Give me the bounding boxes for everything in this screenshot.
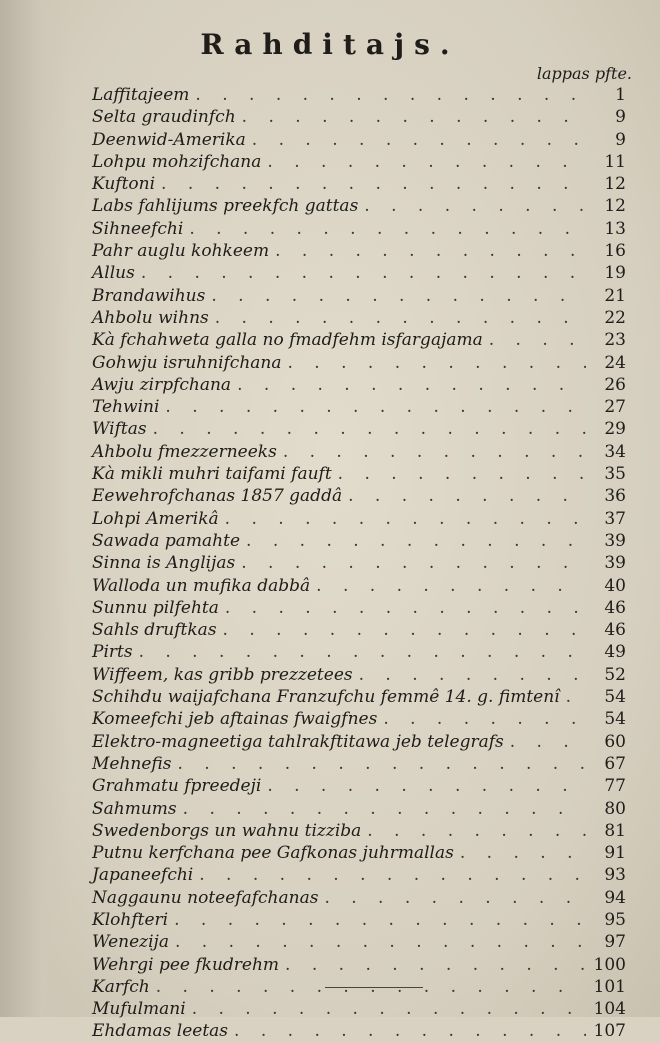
toc-leader-dots <box>225 508 586 530</box>
toc-entry <box>92 106 626 128</box>
toc-entry-page-number: 107 <box>593 1021 626 1042</box>
toc-entry <box>92 352 626 374</box>
toc-entry <box>92 909 626 931</box>
toc-entry <box>92 820 626 842</box>
toc-leader-dots <box>199 864 586 886</box>
toc-entry <box>92 485 626 507</box>
toc-entry-page-number: 60 <box>604 731 626 752</box>
toc-entry-label: Mehnefis <box>92 753 172 774</box>
toc-leader-dots <box>241 552 586 574</box>
toc-leader-dots <box>189 218 586 240</box>
toc-leader-dots <box>285 954 586 976</box>
toc-leader-dots <box>566 686 586 708</box>
toc-leader-dots <box>153 418 586 440</box>
toc-entry <box>92 463 626 485</box>
toc-leader-dots <box>324 887 586 909</box>
toc-entry <box>92 240 626 262</box>
toc-entry-page-number: 81 <box>604 820 626 841</box>
toc-entry-label: Allus <box>92 263 135 284</box>
toc-leader-dots <box>489 329 586 351</box>
toc-leader-dots <box>364 195 586 217</box>
toc-leader-dots <box>283 441 586 463</box>
toc-leader-dots <box>225 597 586 619</box>
toc-leader-dots <box>165 396 586 418</box>
toc-entry <box>92 775 626 797</box>
toc-leader-dots <box>367 820 586 842</box>
toc-entry <box>92 441 626 463</box>
toc-entry-label: Kà fchahweta galla no fmadfehm isfargajama <box>92 330 483 351</box>
toc-entry-page-number: 24 <box>604 352 626 373</box>
toc-entry <box>92 954 626 976</box>
toc-entry-label: Ahbolu wihns <box>92 307 209 328</box>
toc-entry-page-number: 94 <box>604 887 626 908</box>
toc-entry <box>92 708 626 730</box>
toc-leader-dots <box>237 374 586 396</box>
toc-entry-page-number: 11 <box>604 151 626 172</box>
toc-entry-label: Japaneefchi <box>92 865 194 886</box>
toc-entry-page-number: 80 <box>604 798 626 819</box>
toc-entry-label: Lohpu mohzifchana <box>92 151 262 172</box>
toc-entry-label: Sunnu pilfehta <box>92 597 219 618</box>
toc-leader-dots <box>267 775 586 797</box>
page-title: Rahditajs. <box>200 28 460 61</box>
toc-entry <box>92 731 626 753</box>
toc-entry-page-number: 27 <box>604 397 626 418</box>
toc-entry <box>92 508 626 530</box>
toc-entry-page-number: 54 <box>604 709 626 730</box>
toc-entry-page-number: 39 <box>604 553 626 574</box>
toc-entry-page-number: 34 <box>604 441 626 462</box>
toc-leader-dots <box>252 129 586 151</box>
toc-entry-label: Tehwini <box>92 397 160 418</box>
toc-entry <box>92 619 626 641</box>
toc-entry-label: Deenwid-Amerika <box>92 129 246 150</box>
toc-entry <box>92 1020 626 1042</box>
toc-entry-label: Sahmums <box>92 798 177 819</box>
toc-entry <box>92 329 626 351</box>
toc-entry-label: Gohwju isruhnifchana <box>92 352 282 373</box>
toc-entry-label: Naggaunu noteefafchanas <box>92 887 319 908</box>
toc-leader-dots <box>195 84 586 106</box>
toc-entry <box>92 307 626 329</box>
toc-entry <box>92 173 626 195</box>
toc-entry <box>92 129 626 151</box>
toc-leader-dots <box>223 619 586 641</box>
toc-entry-label: Pahr auglu kohkeem <box>92 241 270 262</box>
toc-entry-page-number: 37 <box>604 508 626 529</box>
toc-leader-dots <box>242 106 586 128</box>
toc-entry-label: Sinna is Anglijas <box>92 553 236 574</box>
toc-leader-dots <box>192 998 586 1020</box>
toc-entry-label: Ahbolu fmezzerneeks <box>92 441 277 462</box>
toc-entry-page-number: 54 <box>604 687 626 708</box>
toc-leader-dots <box>510 731 586 753</box>
toc-leader-dots <box>139 641 586 663</box>
toc-leader-dots <box>178 753 587 775</box>
toc-entry <box>92 664 626 686</box>
toc-entry-page-number: 95 <box>604 909 626 930</box>
toc-entry-label: Lohpi Amerikâ <box>92 508 219 529</box>
toc-entry-label: Awju zirpfchana <box>92 374 232 395</box>
toc-entry <box>92 84 626 106</box>
toc-entry-label: Kà mikli muhri taifami fauft <box>92 464 332 485</box>
toc-entry-page-number: 52 <box>604 664 626 685</box>
toc-entry-page-number: 16 <box>604 241 626 262</box>
bottom-divider <box>325 987 423 988</box>
toc-leader-dots <box>234 1020 586 1042</box>
toc-entry <box>92 864 626 886</box>
toc-entry-page-number: 23 <box>604 330 626 351</box>
toc-entry-page-number: 104 <box>593 999 626 1020</box>
toc-entry <box>92 686 626 708</box>
toc-entry-label: Grahmatu fpreedeji <box>92 776 262 797</box>
toc-entry-label: Schihdu waijafchana Franzufchu femmê 14. g. fimtenî <box>92 687 560 708</box>
toc-entry-page-number: 67 <box>604 753 626 774</box>
toc-entry-page-number: 35 <box>604 464 626 485</box>
toc-leader-dots <box>161 173 586 195</box>
toc-entry-label: Elektro-magneetiga tahlrakftitawa jeb telegrafs <box>92 731 504 752</box>
toc-entry-label: Mufulmani <box>92 999 186 1020</box>
toc-entry <box>92 998 626 1020</box>
toc-entry-label: Putnu kerfchana pee Gafkonas juhrmallas <box>92 843 454 864</box>
toc-entry <box>92 931 626 953</box>
toc-entry-page-number: 39 <box>604 530 626 551</box>
toc-leader-dots <box>338 463 586 485</box>
toc-entry <box>92 262 626 284</box>
toc-entry <box>92 575 626 597</box>
toc-entry <box>92 597 626 619</box>
toc-leader-dots <box>211 285 586 307</box>
toc-entry-page-number: 12 <box>604 196 626 217</box>
page-spine-shadow <box>0 0 70 1017</box>
toc-leader-dots <box>141 262 586 284</box>
toc-entry-page-number: 26 <box>604 374 626 395</box>
toc-entry-page-number: 100 <box>593 954 626 975</box>
toc-entry-label: Swedenborgs un wahnu tizziba <box>92 820 362 841</box>
toc-entry-label: Karfch <box>92 976 150 997</box>
toc-entry-label: Ehdamas leetas <box>92 1021 229 1042</box>
toc-entry-page-number: 77 <box>604 776 626 797</box>
toc-leader-dots <box>267 151 586 173</box>
toc-entry <box>92 887 626 909</box>
toc-entry <box>92 552 626 574</box>
toc-entry <box>92 218 626 240</box>
toc-entry-label: Wehrgi pee fkudrehm <box>92 954 280 975</box>
toc-leader-dots <box>183 798 586 820</box>
toc-entry-label: Laffitajeem <box>92 85 190 105</box>
toc-entry-page-number: 46 <box>604 620 626 641</box>
toc-leader-dots <box>175 931 586 953</box>
toc-leader-dots <box>383 708 586 730</box>
toc-entry-label: Wiftas <box>92 419 147 440</box>
toc-entry-page-number: 93 <box>604 865 626 886</box>
toc-entry-page-number: 13 <box>604 218 626 239</box>
toc-entry-label: Sihneefchi <box>92 218 184 239</box>
toc-entry-page-number: 97 <box>604 932 626 953</box>
toc-entry <box>92 641 626 663</box>
toc-leader-dots <box>275 240 586 262</box>
toc-leader-dots <box>348 485 586 507</box>
toc-leader-dots <box>359 664 586 686</box>
toc-entry <box>92 374 626 396</box>
toc-leader-dots <box>215 307 586 329</box>
toc-entry-page-number: 21 <box>604 285 626 306</box>
toc-entry-label: Walloda un mufika dabbâ <box>92 575 311 596</box>
toc-leader-dots <box>316 575 586 597</box>
toc-leader-dots <box>288 352 587 374</box>
toc-entry-page-number: 40 <box>604 575 626 596</box>
toc-entry-page-number: 46 <box>604 597 626 618</box>
toc-entry-page-number: 9 <box>615 107 626 128</box>
toc-entry <box>92 753 626 775</box>
toc-entry <box>92 396 626 418</box>
toc-entry-page-number: 9 <box>615 129 626 150</box>
toc-entry-page-number: 91 <box>604 843 626 864</box>
toc-entry-page-number: 12 <box>604 174 626 195</box>
toc-entry-label: Brandawihus <box>92 285 206 306</box>
toc-entry <box>92 418 626 440</box>
toc-entry <box>92 530 626 552</box>
toc-entry <box>92 195 626 217</box>
toc-entry-page-number: 36 <box>604 486 626 507</box>
toc-leader-dots <box>174 909 586 931</box>
toc-entry-label: Komeefchi jeb aftainas fwaigfnes <box>92 709 378 730</box>
toc-entry-label: Wiffeem, kas gribb prezzetees <box>92 664 353 685</box>
toc-entry-page-number: 22 <box>604 307 626 328</box>
toc-entry-label: Selta graudinfch <box>92 107 236 128</box>
toc-entry-page-number: 49 <box>604 642 626 663</box>
toc-entry-page-number: 29 <box>604 419 626 440</box>
toc-entry-label: Wenezija <box>92 932 169 953</box>
toc-entry-label: Pirts <box>92 642 133 663</box>
toc-entry-page-number: 1 <box>615 85 626 105</box>
page-column-header: lappas pfte. <box>536 64 632 83</box>
toc-leader-dots <box>460 842 586 864</box>
toc-entry <box>92 798 626 820</box>
toc-entry-label: Kuftoni <box>92 174 156 195</box>
toc-entry <box>92 285 626 307</box>
toc-entry-label: Eewehrofchanas 1857 gaddâ <box>92 486 343 507</box>
toc-entry-page-number: 19 <box>604 263 626 284</box>
toc-entry-label: Sawada pamahte <box>92 530 241 551</box>
table-of-contents <box>92 84 626 1043</box>
toc-entry-label: Sahls druftkas <box>92 620 217 641</box>
toc-entry-label: Klohfteri <box>92 909 169 930</box>
toc-entry-page-number: 101 <box>593 976 626 997</box>
toc-entry-label: Labs fahlijums preekfch gattas <box>92 196 359 217</box>
toc-entry <box>92 842 626 864</box>
toc-leader-dots <box>246 530 586 552</box>
toc-entry <box>92 151 626 173</box>
